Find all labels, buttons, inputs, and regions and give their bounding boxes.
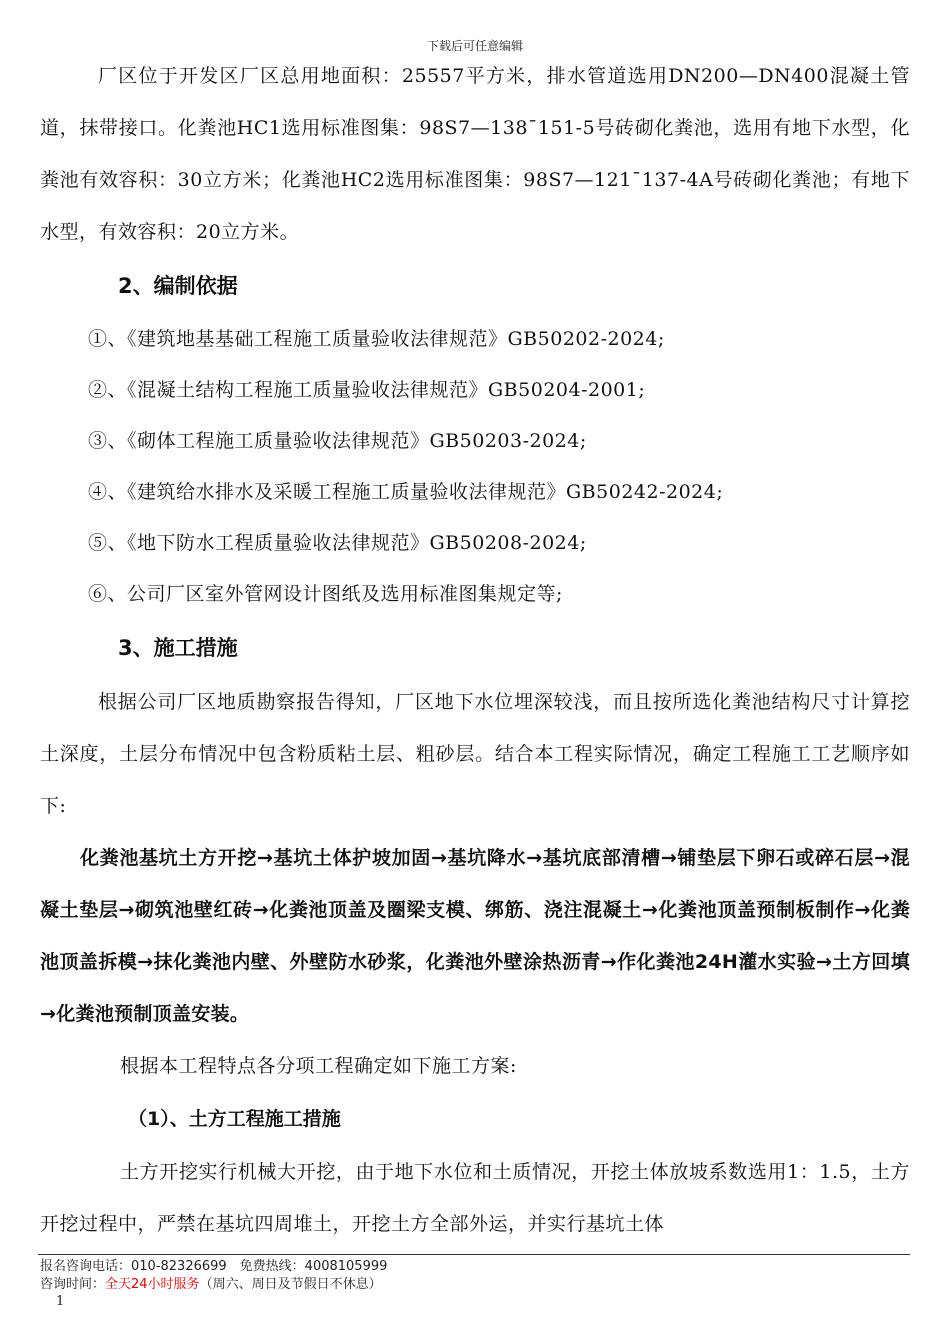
header-note: 下载后可任意编辑 — [426, 39, 523, 53]
page-number: 1 — [56, 1294, 65, 1309]
reference-list — [40, 314, 910, 620]
footer-hours-highlight: 全天24小时服务 — [105, 1277, 200, 1292]
footer-contact-line: 报名咨询电话：010-82326699 免费热线：4008105999 — [40, 1259, 388, 1274]
process-flow: 化粪池基坑土方开挖→基坑土体护坡加固→基坑降水→基坑底部清槽→铺垫层下卵石或碎石层→混凝土垫层→砌筑池壁红砖→化粪池顶盖及圈梁支模、绑筋、浇注混凝土→化粪池顶盖预制板制作→化粪池顶盖拆模→抹化粪池内壁、外壁防水砂浆，化粪池外壁涂热沥青→作化粪池24H灌水实验→土方回填→化粪池预制顶盖安装。 — [40, 847, 910, 1025]
document-body — [40, 50, 910, 1250]
intro-paragraph: 厂区位于开发区厂区总用地面积：25557平方米，排水管道选用DN200—DN400混凝土管道，抹带接口。化粪池HC1选用标准图集：98S7—138¯151-5号砖砌化粪池，选用有地下水型，化粪池有效容积：30立方米；化粪池HC2选用标准图集：98S7—121¯137-4A号砖砌化粪池；有地下水型，有效容积：20立方米。 — [40, 65, 910, 243]
section2-heading: 2、编制依据 — [118, 274, 238, 298]
plan-intro-paragraph: 根据本工程特点各分项工程确定如下施工方案: — [120, 1055, 517, 1077]
footer — [40, 1258, 387, 1294]
earthwork-subheading: （1）、土方工程施工措施 — [128, 1108, 341, 1130]
footer-hours-line — [40, 1276, 387, 1294]
reference-item: ②、《混凝土结构工程施工质量验收法律规范》GB50204-2001; — [88, 379, 646, 401]
footer-hours-label: 咨询时间： — [40, 1277, 106, 1292]
footer-hours-note: （周六、周日及节假日不休息） — [199, 1277, 382, 1292]
reference-item: ⑥、公司厂区室外管网设计图纸及选用标准图集规定等; — [88, 583, 563, 605]
section3-heading: 3、施工措施 — [118, 636, 238, 660]
reference-item: ⑤、《地下防水工程质量验收法律规范》GB50208-2024; — [88, 532, 587, 554]
earthwork-paragraph: 土方开挖实行机械大开挖，由于地下水位和土质情况，开挖土体放坡系数选用1：1.5，土方开挖过程中，严禁在基坑四周堆土，开挖土方全部外运，并实行基坑土体 — [40, 1161, 910, 1235]
reference-item: ④、《建筑给水排水及采暖工程施工质量验收法律规范》GB50242-2024; — [88, 481, 724, 503]
geology-paragraph: 根据公司厂区地质勘察报告得知，厂区地下水位埋深较浅，而且按所选化粪池结构尺寸计算挖土深度，土层分布情况中包含粉质粘土层、粗砂层。结合本工程实际情况，确定工程施工工艺顺序如下: — [40, 691, 910, 817]
reference-item: ①、《建筑地基基础工程施工质量验收法律规范》GB50202-2024; — [88, 328, 665, 350]
footer-divider — [38, 1254, 910, 1255]
reference-item: ③、《砌体工程施工质量验收法律规范》GB50203-2024; — [88, 430, 587, 452]
